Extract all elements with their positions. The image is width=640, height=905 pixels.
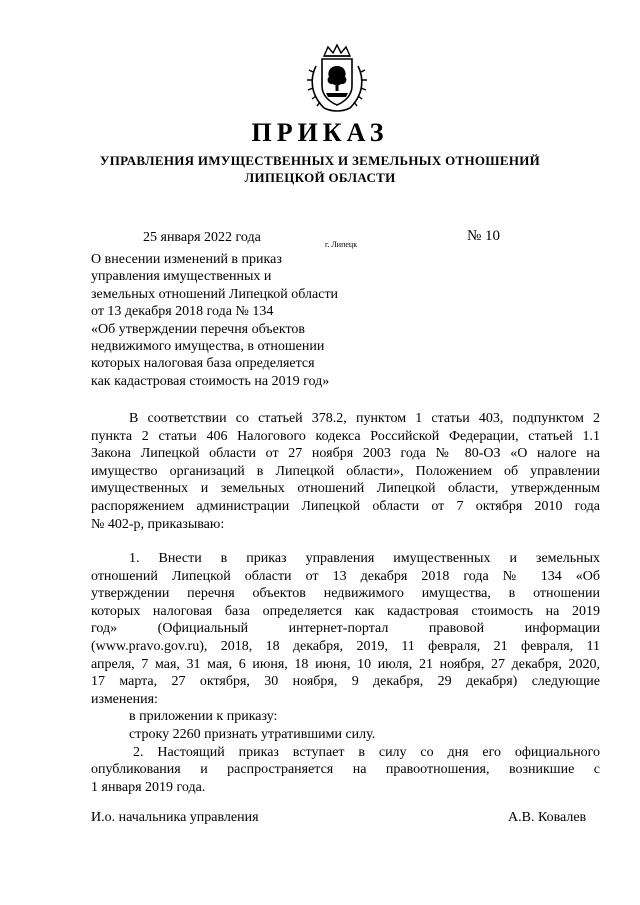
item1-line: утверждении перечня объектов недвижимого имущества, в отношении: [91, 586, 600, 602]
preamble-line: Закона Липецкой области от 27 ноября 2003 года № 80-ОЗ «О налоге на: [91, 446, 600, 462]
preamble-line: В соответствии со статьей 378.2, пунктом 1 статьи 403, подпунктом 2: [129, 411, 600, 426]
coat-of-arms-emblem: [302, 42, 372, 114]
issuing-authority-line: ЛИПЕЦКОЙ ОБЛАСТИ: [244, 170, 396, 185]
preamble-line: имущественных и земельных отношений Липецкой области, утвержденным: [91, 481, 600, 497]
preamble-paragraph: [91, 410, 600, 533]
order-items: [91, 550, 600, 796]
item1-subitem: в приложении к приказу:: [129, 709, 278, 725]
item1-line: 17 марта, 27 октября, 30 ноября, 9 декабря, 29 декабря) следующие: [91, 674, 600, 690]
document-title: ПРИКАЗ: [251, 118, 389, 147]
item2-line: 2. Настоящий приказ вступает в силу со дня его официального: [133, 744, 600, 760]
order-number: № 10: [467, 228, 501, 244]
subject-line: «Об утверждении перечня объектов: [91, 321, 306, 337]
subject-line: от 13 декабря 2018 года № 134: [91, 304, 274, 320]
item2-line: опубликования и распространяется на правоотношения, возникшие с: [91, 762, 600, 778]
signatory-position: И.о. начальника управления: [91, 810, 259, 825]
order-subject: [91, 251, 376, 390]
item1-line: 1. Внести в приказ управления имущественных и земельных: [129, 551, 600, 566]
item1-line: изменения:: [91, 691, 158, 707]
preamble-line: пункта 2 статьи 406 Налогового кодекса Российской Федерации, статьей 1.1: [91, 428, 600, 444]
subject-line: О внесении изменений в приказ: [91, 252, 282, 267]
signatory-name: А.В. Ковалев: [508, 810, 587, 825]
item1-line: отношений Липецкой области от 13 декабря 2018 года № 134 «Об: [91, 568, 600, 584]
item1-line: апреля, 7 мая, 31 мая, 6 июня, 18 июня, 10 июля, 21 ноября, 27 декабря, 2020,: [91, 656, 600, 672]
item1-line: которых налоговая база определяется как кадастровая стоимость на 2019: [91, 603, 600, 619]
issuing-authority: [40, 152, 600, 186]
preamble-line: распоряжением администрации Липецкой области от 7 октября 2010 года: [91, 498, 600, 514]
order-date: 25 января 2022 года: [143, 230, 261, 245]
item2-line: 1 января 2019 года.: [91, 779, 206, 795]
subject-line: которых налоговая база определяется: [91, 356, 315, 372]
preamble-line: № 402-р, приказываю:: [91, 516, 225, 532]
preamble-line: имущество организаций в Липецкой области», Положением об управлении: [91, 463, 600, 479]
order-city: г. Липецк: [325, 240, 358, 249]
subject-line: как кадастровая стоимость на 2019 год»: [91, 373, 330, 389]
item1-line: (www.pravo.gov.ru), 2018, 18 декабря, 2019, 11 февраля, 21 февраля, 11: [91, 638, 600, 654]
subject-line: земельных отношений Липецкой области: [91, 286, 339, 302]
subject-line: недвижимого имущества, в отношении: [91, 339, 325, 355]
item1-subitem: строку 2260 признать утратившими силу.: [129, 726, 376, 742]
subject-line: управления имущественных и: [91, 269, 272, 285]
issuing-authority-line: УПРАВЛЕНИЯ ИМУЩЕСТВЕННЫХ И ЗЕМЕЛЬНЫХ ОТНОШЕНИЙ: [99, 153, 541, 168]
item1-line: год» (Официальный интернет-портал правовой информации: [91, 621, 600, 637]
